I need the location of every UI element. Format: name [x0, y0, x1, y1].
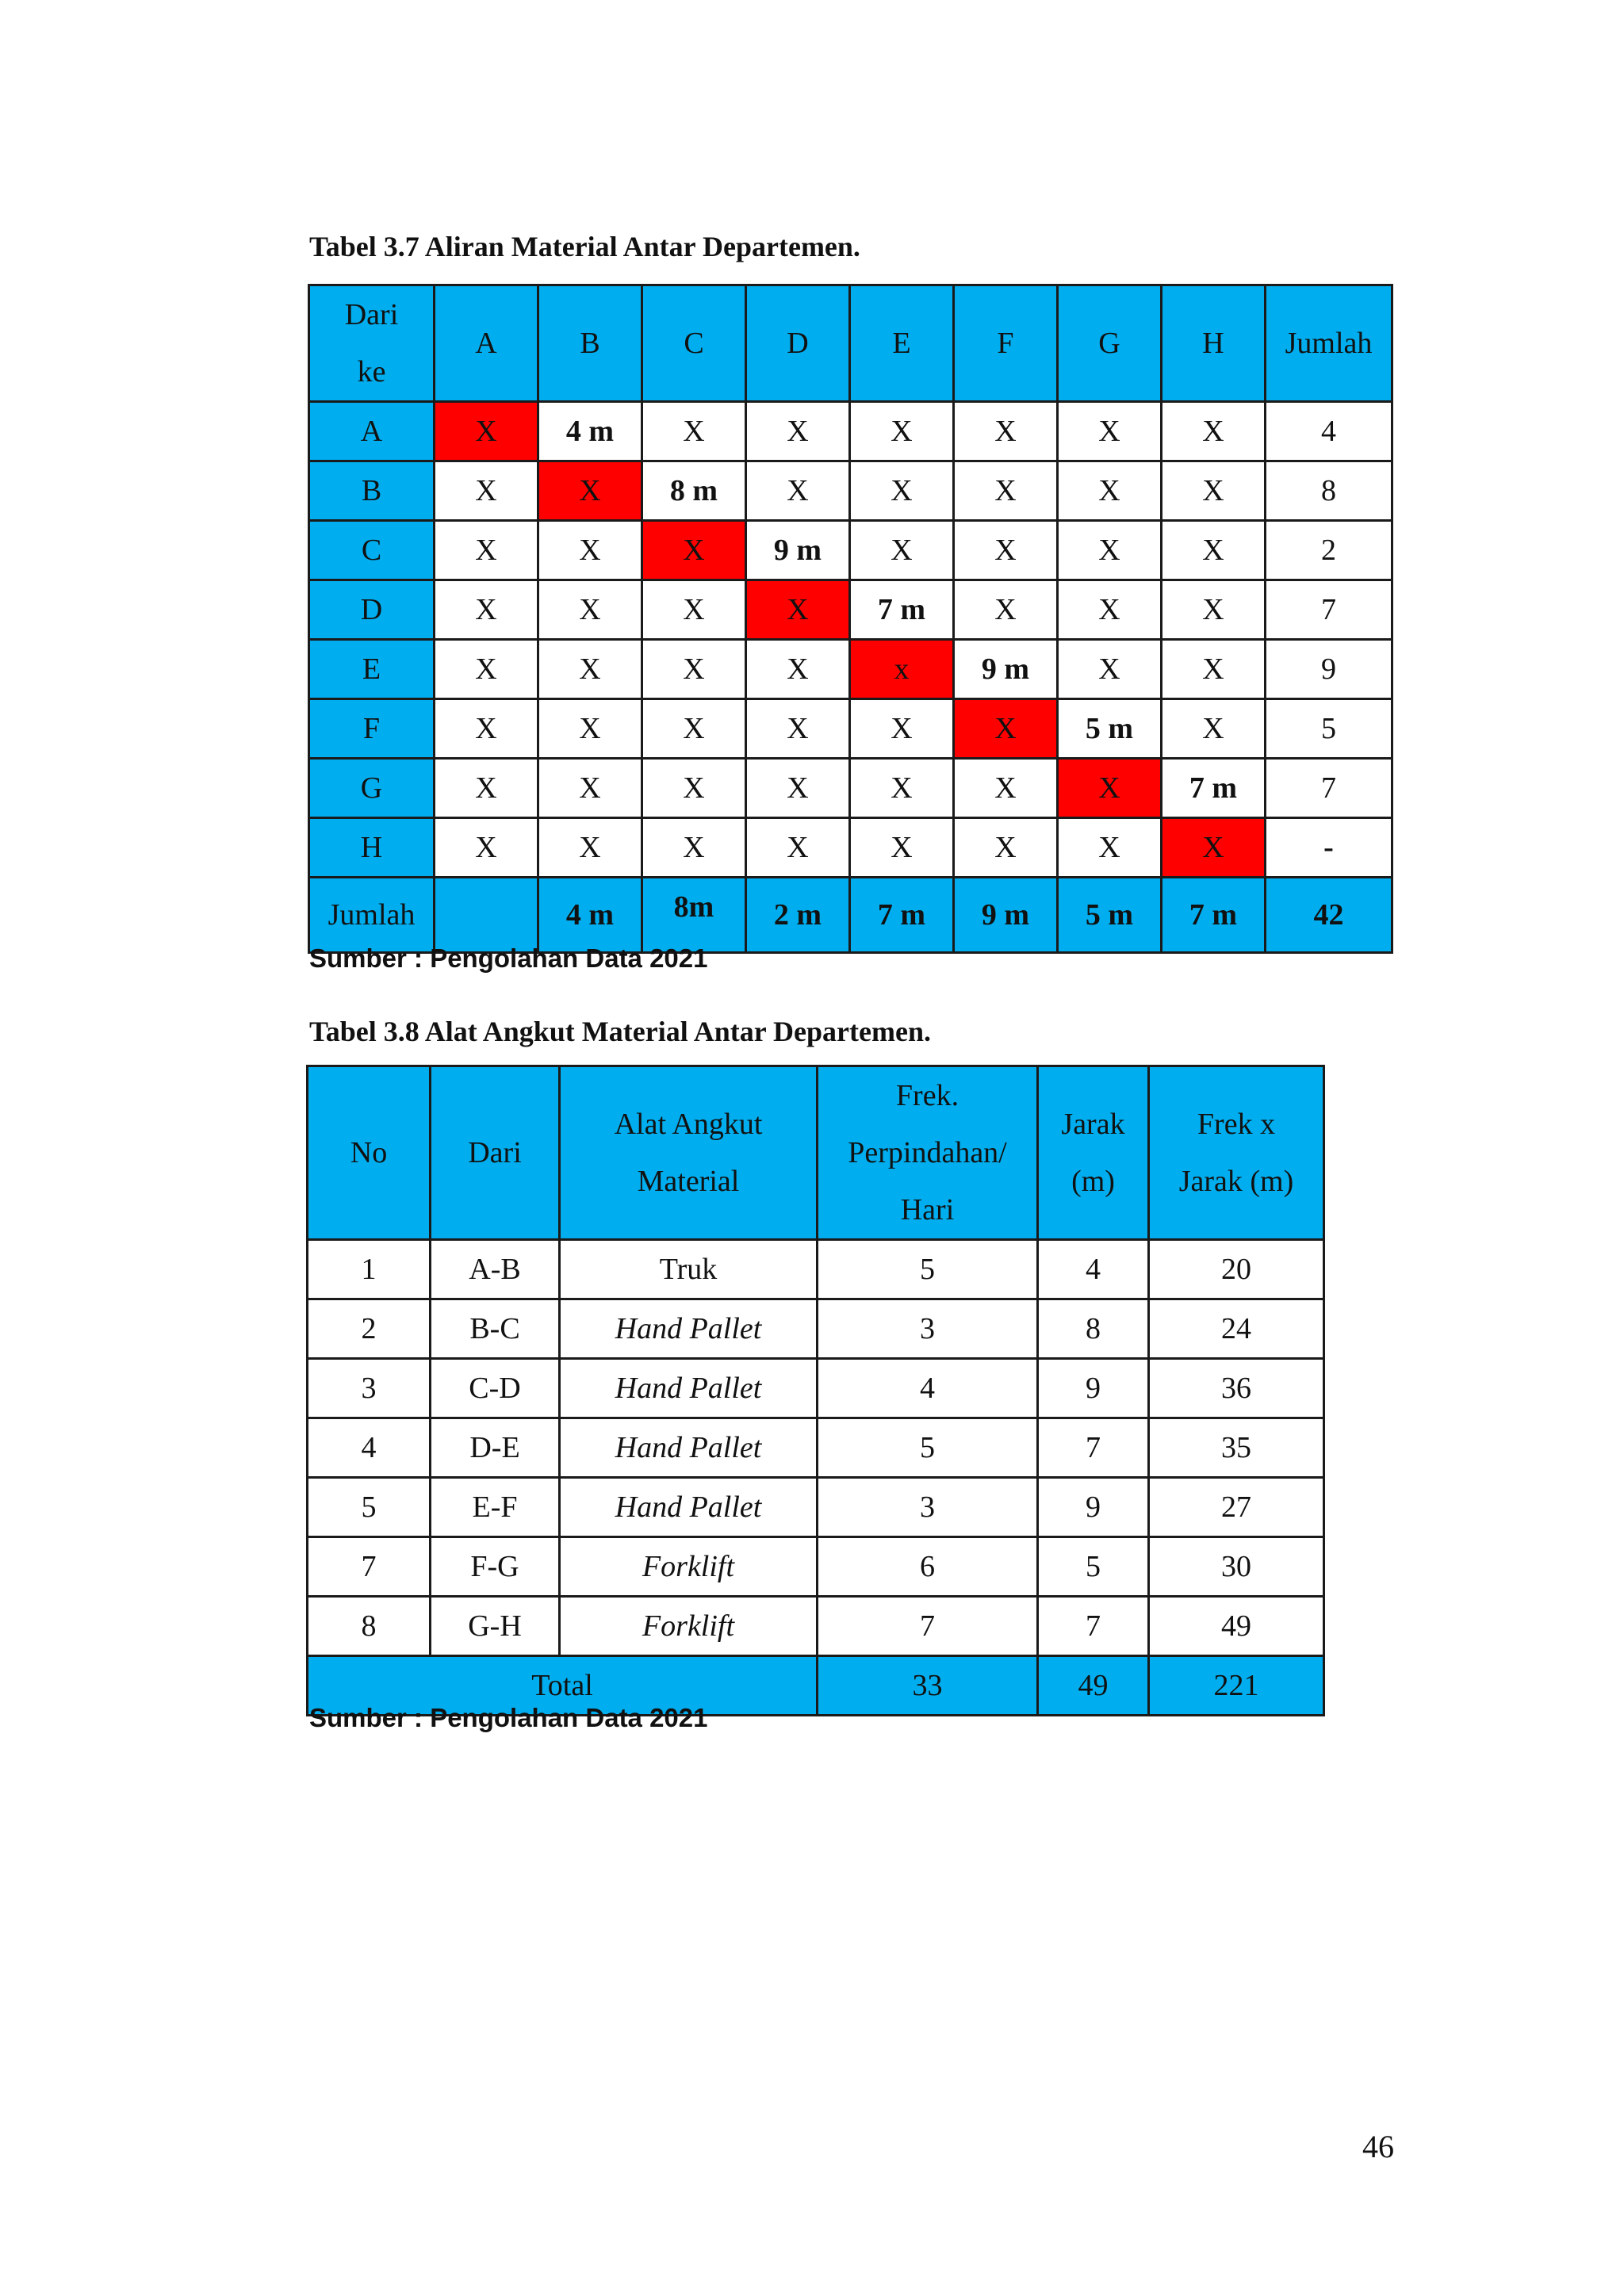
- table-cell: 4: [308, 1418, 431, 1478]
- table-cell: X: [1162, 818, 1266, 878]
- table-row: [308, 1240, 1324, 1299]
- page-number: 46: [1362, 2129, 1394, 2164]
- table-cell: 4: [818, 1359, 1038, 1418]
- footer-cell: [435, 878, 538, 953]
- table-cell: X: [954, 461, 1058, 521]
- table-cell: 5: [818, 1418, 1038, 1478]
- table-3-7-source: Sumber : Pengolahan Data 2021: [309, 943, 708, 973]
- table-cell: X: [746, 402, 850, 461]
- row-header: F: [309, 699, 435, 759]
- header-row: [309, 285, 1392, 402]
- header-line: Dari: [344, 298, 399, 331]
- table-cell: X: [850, 521, 954, 580]
- table-cell: 9 m: [746, 521, 850, 580]
- table-cell: 7: [308, 1537, 431, 1597]
- table-row: [309, 461, 1392, 521]
- total-label: Total: [308, 1656, 818, 1716]
- column-header-no: No: [308, 1066, 431, 1240]
- header-line: Frek.: [895, 1079, 959, 1112]
- header-line: Material: [637, 1165, 740, 1198]
- table-cell: X: [746, 640, 850, 699]
- table-cell: 5 m: [1058, 699, 1162, 759]
- table-row: [308, 1418, 1324, 1478]
- table-cell: X: [1058, 521, 1162, 580]
- footer-cell: 4 m: [538, 878, 642, 953]
- table-cell: X: [435, 759, 538, 818]
- table-cell: 27: [1149, 1478, 1324, 1537]
- row-header: H: [309, 818, 435, 878]
- column-header-dari: Dari: [431, 1066, 560, 1240]
- table-cell: Hand Pallet: [560, 1359, 818, 1418]
- footer-cell: 7 m: [850, 878, 954, 953]
- table-cell: Forklift: [560, 1597, 818, 1656]
- footer-cell: 5 m: [1058, 878, 1162, 953]
- row-total: 7: [1266, 759, 1392, 818]
- table-cell: X: [435, 521, 538, 580]
- table-cell: X: [1162, 699, 1266, 759]
- row-total: 4: [1266, 402, 1392, 461]
- table-cell: X: [1162, 640, 1266, 699]
- row-total: 5: [1266, 699, 1392, 759]
- row-total: 7: [1266, 580, 1392, 640]
- header-line: Hari: [900, 1193, 955, 1226]
- column-header: Jumlah: [1266, 285, 1392, 402]
- table-cell: X: [850, 699, 954, 759]
- table-cell: X: [435, 699, 538, 759]
- table-cell: 8: [1038, 1299, 1149, 1359]
- footer-cell: 9 m: [954, 878, 1058, 953]
- row-total: 2: [1266, 521, 1392, 580]
- table-row: [309, 402, 1392, 461]
- table-row: [309, 640, 1392, 699]
- column-header: B: [538, 285, 642, 402]
- table-cell: X: [1162, 521, 1266, 580]
- table-cell: X: [954, 759, 1058, 818]
- table-cell: X: [642, 580, 746, 640]
- table-cell: X: [538, 640, 642, 699]
- table-cell: 7 m: [1162, 759, 1266, 818]
- table-row: [309, 759, 1392, 818]
- corner-header: [309, 285, 435, 402]
- table-row: [309, 699, 1392, 759]
- footer-label: Jumlah: [309, 878, 435, 953]
- table-cell: X: [435, 640, 538, 699]
- table-cell: 3: [818, 1299, 1038, 1359]
- column-header-alat: [560, 1066, 818, 1240]
- table-cell: X: [1058, 580, 1162, 640]
- table-cell: X: [1058, 640, 1162, 699]
- table-cell: F-G: [431, 1537, 560, 1597]
- table-row: [309, 580, 1392, 640]
- table-cell: X: [538, 521, 642, 580]
- table-cell: x: [850, 640, 954, 699]
- row-total: -: [1266, 818, 1392, 878]
- table-cell: X: [538, 818, 642, 878]
- table-cell: 5: [1038, 1537, 1149, 1597]
- table-row: [309, 818, 1392, 878]
- grand-total: 42: [1266, 878, 1392, 953]
- header-line: ke: [357, 355, 386, 388]
- table-3-8-caption: Tabel 3.8 Alat Angkut Material Antar Departemen.: [309, 1016, 931, 1047]
- footer-cell: 8m: [642, 878, 746, 953]
- column-header: D: [746, 285, 850, 402]
- footer-cell: 7 m: [1162, 878, 1266, 953]
- table-cell: X: [435, 461, 538, 521]
- column-header: C: [642, 285, 746, 402]
- table-cell: 9 m: [954, 640, 1058, 699]
- table-cell: Hand Pallet: [560, 1478, 818, 1537]
- table-cell: X: [642, 818, 746, 878]
- column-header-frek: [818, 1066, 1038, 1240]
- table-cell: 49: [1149, 1597, 1324, 1656]
- table-cell: X: [642, 759, 746, 818]
- column-header: G: [1058, 285, 1162, 402]
- table-cell: G-H: [431, 1597, 560, 1656]
- row-header: D: [309, 580, 435, 640]
- header-line: Jarak (m): [1178, 1165, 1294, 1198]
- table-cell: 8: [308, 1597, 431, 1656]
- table-cell: 20: [1149, 1240, 1324, 1299]
- table-cell: C-D: [431, 1359, 560, 1418]
- table-cell: X: [954, 699, 1058, 759]
- table-cell: X: [435, 402, 538, 461]
- header-line: Alat Angkut: [614, 1108, 763, 1141]
- table-cell: 4: [1038, 1240, 1149, 1299]
- row-header: B: [309, 461, 435, 521]
- table-cell: 6: [818, 1537, 1038, 1597]
- table-row: [308, 1597, 1324, 1656]
- table-row: [309, 521, 1392, 580]
- table-cell: 35: [1149, 1418, 1324, 1478]
- table-cell: X: [1058, 402, 1162, 461]
- table-cell: X: [746, 818, 850, 878]
- table-cell: X: [642, 521, 746, 580]
- total-jarak: 49: [1038, 1656, 1149, 1716]
- table-cell: 4 m: [538, 402, 642, 461]
- table-row: [308, 1537, 1324, 1597]
- row-header: A: [309, 402, 435, 461]
- table-cell: X: [954, 580, 1058, 640]
- table-cell: 1: [308, 1240, 431, 1299]
- table-cell: X: [1162, 580, 1266, 640]
- table-cell: 30: [1149, 1537, 1324, 1597]
- table-cell: 36: [1149, 1359, 1324, 1418]
- table-cell: 3: [818, 1478, 1038, 1537]
- table-cell: X: [954, 818, 1058, 878]
- column-header: F: [954, 285, 1058, 402]
- column-header-jarak: [1038, 1066, 1149, 1240]
- table-cell: X: [642, 699, 746, 759]
- table-cell: X: [1162, 402, 1266, 461]
- table-cell: X: [1058, 461, 1162, 521]
- table-cell: 5: [818, 1240, 1038, 1299]
- table-row: [308, 1478, 1324, 1537]
- table-cell: 5: [308, 1478, 431, 1537]
- material-flow-table: [308, 284, 1393, 954]
- table-cell: 8 m: [642, 461, 746, 521]
- total-fxj: 221: [1149, 1656, 1324, 1716]
- footer-cell: 2 m: [746, 878, 850, 953]
- table-cell: 7: [1038, 1597, 1149, 1656]
- table-row: [308, 1299, 1324, 1359]
- header-line: Frek x: [1197, 1108, 1276, 1141]
- table-cell: X: [435, 580, 538, 640]
- table-cell: 2: [308, 1299, 431, 1359]
- table-cell: X: [850, 818, 954, 878]
- row-header: E: [309, 640, 435, 699]
- column-header: A: [435, 285, 538, 402]
- table-cell: X: [538, 461, 642, 521]
- footer-row: [309, 878, 1392, 953]
- table-cell: X: [850, 402, 954, 461]
- table-cell: X: [746, 580, 850, 640]
- table-cell: X: [746, 759, 850, 818]
- table-cell: X: [746, 699, 850, 759]
- table-cell: X: [954, 521, 1058, 580]
- header-row: [308, 1066, 1324, 1240]
- table-3-8-source: Sumber : Pengolahan Data 2021: [309, 1703, 708, 1732]
- table-cell: X: [954, 402, 1058, 461]
- row-header: C: [309, 521, 435, 580]
- total-frek: 33: [818, 1656, 1038, 1716]
- table-cell: 9: [1038, 1359, 1149, 1418]
- table-cell: 3: [308, 1359, 431, 1418]
- table-cell: E-F: [431, 1478, 560, 1537]
- table-cell: Hand Pallet: [560, 1418, 818, 1478]
- table-cell: 24: [1149, 1299, 1324, 1359]
- table-cell: Hand Pallet: [560, 1299, 818, 1359]
- table-cell: B-C: [431, 1299, 560, 1359]
- header-line: Perpindahan/: [848, 1136, 1007, 1169]
- table-cell: Forklift: [560, 1537, 818, 1597]
- table-cell: X: [850, 461, 954, 521]
- row-total: 8: [1266, 461, 1392, 521]
- table-cell: 7: [818, 1597, 1038, 1656]
- table-cell: X: [538, 759, 642, 818]
- column-header: E: [850, 285, 954, 402]
- table-cell: X: [642, 640, 746, 699]
- table-cell: X: [435, 818, 538, 878]
- table-cell: D-E: [431, 1418, 560, 1478]
- column-header: H: [1162, 285, 1266, 402]
- table-cell: X: [538, 580, 642, 640]
- table-cell: Truk: [560, 1240, 818, 1299]
- table-row: [308, 1359, 1324, 1418]
- table-cell: X: [1162, 461, 1266, 521]
- table-cell: 7 m: [850, 580, 954, 640]
- transport-equipment-table: [306, 1065, 1325, 1716]
- row-total: 9: [1266, 640, 1392, 699]
- table-cell: X: [850, 759, 954, 818]
- table-cell: X: [1058, 818, 1162, 878]
- table-cell: X: [1058, 759, 1162, 818]
- header-line: (m): [1071, 1165, 1115, 1198]
- table-cell: 7: [1038, 1418, 1149, 1478]
- header-line: Jarak: [1061, 1108, 1125, 1141]
- table-cell: X: [538, 699, 642, 759]
- table-cell: 9: [1038, 1478, 1149, 1537]
- column-header-frekjarak: [1149, 1066, 1324, 1240]
- table-cell: X: [746, 461, 850, 521]
- table-cell: X: [642, 402, 746, 461]
- table-3-7-caption: Tabel 3.7 Aliran Material Antar Departemen.: [309, 231, 860, 262]
- row-header: G: [309, 759, 435, 818]
- table-cell: A-B: [431, 1240, 560, 1299]
